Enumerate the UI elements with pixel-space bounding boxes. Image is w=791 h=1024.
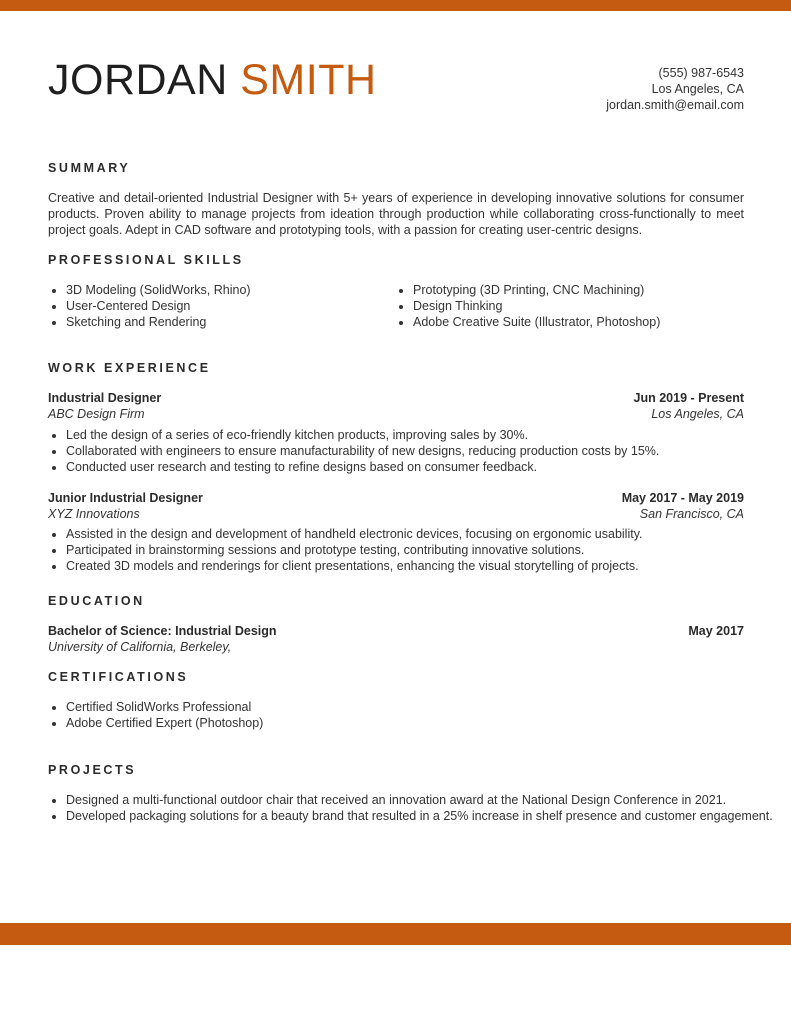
- list-item: • Created 3D models and renderings for client presentations, enhancing the visual storytelling of projects.: [66, 558, 643, 574]
- job-1-header: [48, 390, 744, 406]
- list-item: • Assisted in the design and development of handheld electronic devices, focusing on ergonomic usability.: [66, 526, 643, 542]
- list-item: • Design Thinking: [413, 298, 660, 314]
- bottom-accent-bar: [0, 923, 791, 945]
- job-2-bullets: [48, 526, 643, 574]
- resume-header: [48, 57, 744, 117]
- company-name: ABC Design Firm: [48, 407, 145, 421]
- list-item: • Designed a multi-functional outdoor chair that received an innovation award at the National Design Conference in 2021.: [66, 792, 773, 808]
- skills-list-right: [395, 282, 660, 330]
- list-item: • 3D Modeling (SolidWorks, Rhino): [66, 282, 251, 298]
- list-item: • Conducted user research and testing to refine designs based on consumer feedback.: [66, 459, 659, 475]
- job-dates: May 2017 - May 2019: [621, 491, 744, 505]
- email: jordan.smith@email.com: [606, 98, 744, 112]
- job-dates: Jun 2019 - Present: [633, 391, 744, 405]
- location: Los Angeles, CA: [651, 82, 744, 96]
- certifications-heading: CERTIFICATIONS: [48, 670, 189, 684]
- experience-heading: WORK EXPERIENCE: [48, 361, 211, 375]
- job-2-header: [48, 490, 744, 506]
- last-name: SMITH: [240, 56, 377, 104]
- school-name: University of California, Berkeley,: [48, 640, 232, 654]
- list-item: • Prototyping (3D Printing, CNC Machining): [413, 282, 660, 298]
- graduation-date: May 2017: [688, 624, 744, 638]
- list-item: • Certified SolidWorks Professional: [66, 699, 263, 715]
- list-item: • Adobe Creative Suite (Illustrator, Photoshop): [413, 314, 660, 330]
- list-item: • User-Centered Design: [66, 298, 251, 314]
- projects-list: [48, 792, 773, 824]
- skills-list-left: [48, 282, 251, 330]
- phone: (555) 987-6543: [658, 66, 744, 80]
- list-item: • Participated in brainstorming sessions and prototype testing, contributing innovative solutions.: [66, 542, 643, 558]
- job-2-subheader: [48, 506, 744, 522]
- job-location: San Francisco, CA: [639, 507, 744, 521]
- job-1-subheader: [48, 406, 744, 422]
- contact-info: [606, 65, 744, 113]
- job-1-bullets: [48, 427, 659, 475]
- education-subheader: [48, 639, 744, 655]
- company-name: XYZ Innovations: [48, 507, 140, 521]
- list-item: • Sketching and Rendering: [66, 314, 251, 330]
- top-accent-bar: [0, 0, 791, 11]
- list-item: • Collaborated with engineers to ensure manufacturability of new designs, reducing production costs by 15%.: [66, 443, 659, 459]
- summary-text: Creative and detail-oriented Industrial Designer with 5+ years of experience in developing innovative solutions for consumer products. Proven ability to manage projects from ideation through production while collaborating cross-functionally to meet project goals. Adept in CAD software and prototyping tools, with a passion for creating user-centric designs.: [48, 191, 744, 237]
- list-item: • Led the design of a series of eco-friendly kitchen products, improving sales by 30%.: [66, 427, 659, 443]
- education-header: [48, 623, 744, 639]
- skills-heading: PROFESSIONAL SKILLS: [48, 253, 244, 267]
- degree: Bachelor of Science: Industrial Design: [48, 624, 277, 638]
- list-item: • Developed packaging solutions for a beauty brand that resulted in a 25% increase in shelf presence and customer engagement.: [66, 808, 773, 824]
- summary-heading: SUMMARY: [48, 161, 131, 175]
- candidate-name: [48, 57, 377, 103]
- first-name: JORDAN: [48, 56, 228, 104]
- certifications-list: [48, 699, 263, 731]
- job-title: Industrial Designer: [48, 391, 162, 405]
- projects-heading: PROJECTS: [48, 763, 137, 777]
- list-item: • Adobe Certified Expert (Photoshop): [66, 715, 263, 731]
- education-heading: EDUCATION: [48, 594, 145, 608]
- job-location: Los Angeles, CA: [651, 407, 744, 421]
- job-title: Junior Industrial Designer: [48, 491, 203, 505]
